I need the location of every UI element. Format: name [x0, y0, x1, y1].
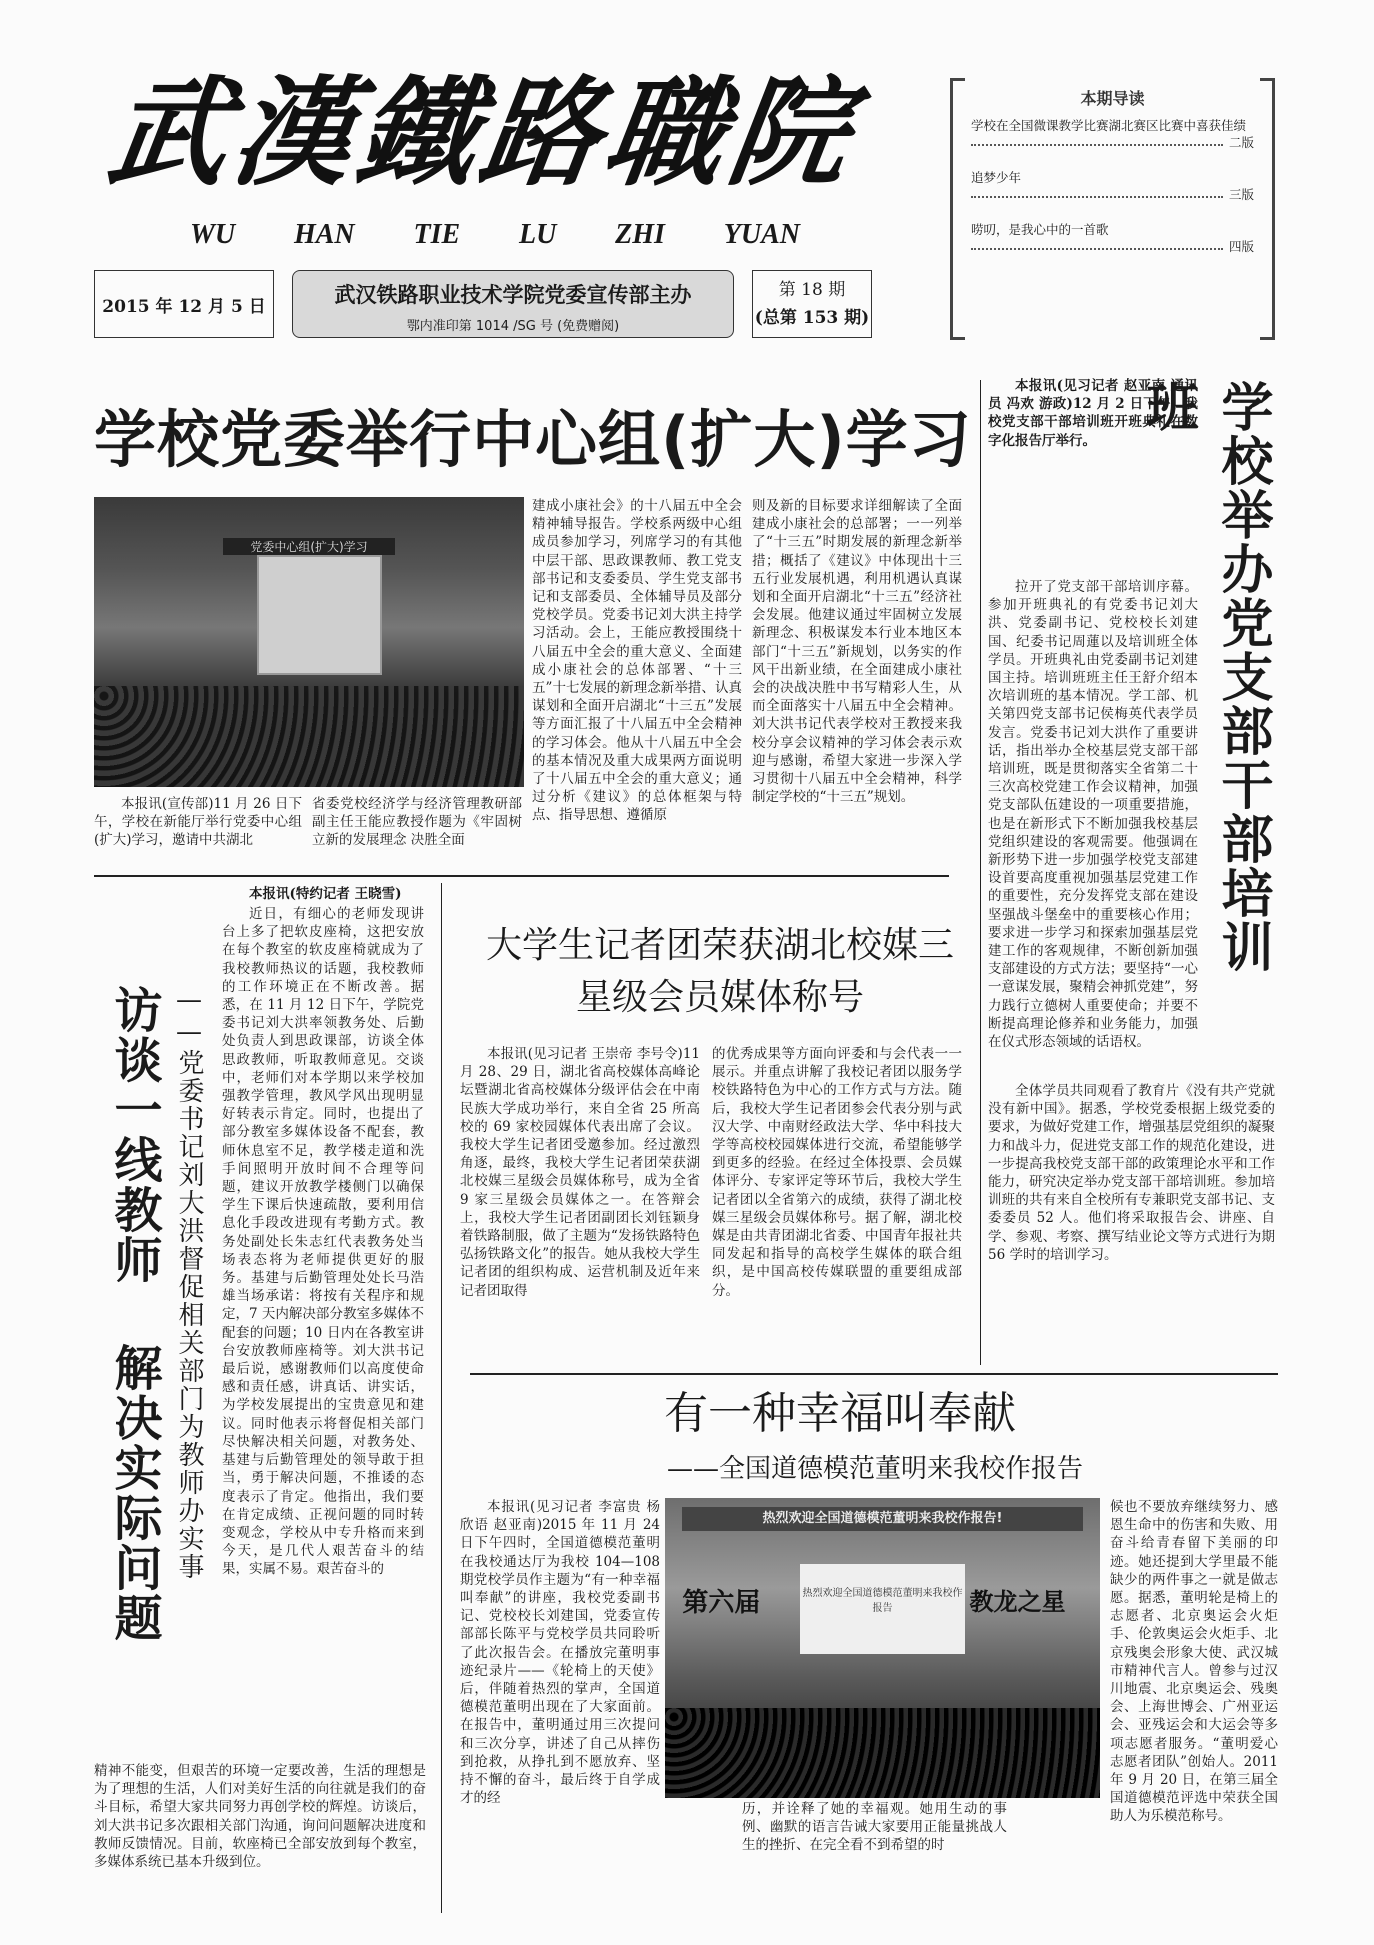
article-subhead: ——党委书记刘大洪督促相关部门为教师办实事: [174, 985, 204, 1581]
toc-title: 本期导读: [1080, 89, 1145, 108]
publisher-box: [292, 270, 734, 338]
license-number: 鄂内准印第 1014 /SG 号 (免费赠阅): [406, 319, 620, 334]
column-divider: [980, 380, 981, 1365]
article-column: 省委党校经济学与经济管理教研部副主任王能应教授作题为《牢固树立新的发展理念 决胜全面: [312, 796, 522, 849]
photo-sign-left: 第六届: [682, 1588, 761, 1618]
photo-party-study: [94, 497, 524, 787]
article-column: 历，并诠释了她的幸福观。她用生动的事例、幽默的语言告诫大家要用正能量挑战人生的挫折、在完全看不到希望的时: [742, 1801, 1007, 1854]
toc-item[interactable]: [971, 221, 1254, 255]
article-body: 精神不能变，但艰苦的环境一定要改善，生活的理想是为了理想的生活，人们对美好生活的向往就是我们的奋斗目标，希望大家共同努力再创学校的辉煌。访谈后，刘大洪书记多次跟相关部门沟通，询问问题解决进度和教师反馈情况。目前，软座椅已全部安放到每个教室，多媒体系统已基本升级到位。: [94, 1763, 426, 1871]
pinyin-syllable: LU: [518, 219, 557, 250]
toc-item-page: 二版: [1228, 135, 1254, 150]
toc-item-page: 四版: [1228, 239, 1254, 254]
pinyin-syllable: HAN: [293, 219, 355, 250]
issue-date: 2015 年 12 月 5 日: [94, 270, 274, 338]
pinyin-syllable: WU: [190, 219, 236, 250]
masthead-title: 武漢鐵路職院: [100, 63, 864, 202]
toc-item-text: 唠叨，是我心中的一首歌: [971, 222, 1109, 237]
issue-number: 第 18 期: [778, 280, 846, 300]
photo-banner: 热烈欢迎全国道德模范董明来我校作报告!: [682, 1507, 1082, 1531]
article-column: 则及新的目标要求详细解读了全面建成小康社会的总部署；一一列举了“十三五”时期发展的新理念新举措；概括了《建议》中体现出十三五行业发展机遇，利用机遇认真谋划和全面开启湖北“十三五”经济社会发展。他建议通过牢固树立发展新理念、积极谋发本行业本地区本部门“十三五”新规划，以务实的作风干出新业绩，在全面建成小康社会的决战决胜中书写精彩人生，从而全面落实十八届五中全会精神。刘大洪书记代表学校对王教授来我校分享会议精神的学习体会表示欢迎与感谢，希望大家进一步深入学习贯彻十八届五中全会精神，科学制定学校的“十三五”规划。: [752, 498, 962, 806]
toc-item-page: 三版: [1228, 187, 1254, 202]
article-column: 本报讯(宣传部)11 月 26 日下午，学校在新能厅举行党委中心组(扩大)学习，邀请中共湖北: [94, 796, 302, 849]
photo-sign-right: 教龙之星: [969, 1588, 1066, 1616]
article-headline-party-study: 学校党委举行中心组(扩大)学习: [94, 403, 972, 476]
article-body: 近日，有细心的老师发现讲台上多了把软皮座椅，这把安放在每个教室的软皮座椅就成为了我校教师热议的话题，我校教师的工作环境正在不断改善。据悉，在 11 月 12 日下午，学院党委书记刘大洪率领教务处、后勤处负责人到思政课部，访谈全体思政教师，听取教师意见。交谈中，老师们对本学期以来学校加强教学管理，教风学风出现明显好转表示肯定。同时，也提出了部分教室多媒体设备不配套，教师休息室不足，教学楼走道和洗手间照明开放时间不合理等问题，建议开放教学楼侧门以确保学生下课后快速疏散，要利用信息化手段改进现有考勤方式。教务处副处长朱志红代表教务处当场表态将为老师提供更好的服务。基建与后勤管理处处长马浩雄当场承诺：将按有关程序和规定，7 天内解决部分教室多媒体不配套的问题；10 日内在各教室讲台安放教师座椅等。刘大洪书记最后说，感谢教师们以高度使命感和责任感，讲真话、讲实话，为学校发展提出的宝贵意见和建议。同时他表示将督促相关部门尽快解决相关问题，对教务处、基建与后勤管理处的领导敢于担当，勇于解决问题，不推诿的态度表示了肯定。他指出，我们要在肯定成绩、正视问题的同时转变观念，学校从中专升格而来到今天，是几代人艰苦奋斗的结果，实属不易。艰苦奋斗的: [222, 906, 424, 1578]
article-subhead: ——全国道德模范董明来我校作报告: [666, 1454, 1083, 1484]
table-of-contents: [950, 78, 1275, 340]
issue-number-box: [752, 270, 872, 338]
article-headline-interview: 访谈一线教师 解决实际问题: [106, 985, 162, 1643]
article-byline: 本报讯(特约记者 王晓雪): [249, 886, 402, 902]
article-column: 本报讯(见习记者 王崇帝 李号令)11 月 28、29 日，湖北省高校媒体高峰论坛暨湖北省高校媒体分级评估会在中南民族大学成功举行，来自全省 25 所高校的 69 家校园媒体代表出席了会议。我校大学生记者团受邀参加。经过激烈角逐，最终，我校大学生记者团荣获湖北校媒三星级会员媒体称号，成为全省 9 家三星级会员媒体之一。在答辩会上，我校大学生记者团副团长刘钰颖身着铁路制服，做了主题为“发扬铁路特色 弘扬铁路文化”的报告。她从我校大学生记者团的组织构成、运营机制及近年来记者团取得: [460, 1046, 700, 1299]
toc-item[interactable]: [971, 117, 1254, 151]
masthead-pinyin: [190, 215, 800, 255]
photo-banner: 党委中心组(扩大)学习: [223, 538, 395, 555]
article-column: 的优秀成果等方面向评委和与会代表一一展示。并重点讲解了我校记者团以服务学校铁路特色为中心的工作方式与方法。随后，我校大学生记者团参会代表分别与武汉大学、中南财经政法大学、华中科技大学等高校校园媒体进行交流，希望能够学到更多的经验。在经过全体投票、会员媒体评分、专家评定等环节后，我校大学生记者团以全省第六的成绩，获得了湖北校媒三星级会员媒体称号。据了解，湖北校媒是由共青团湖北省委、中国青年报社共同发起和指导的高校学生媒体的联合组织，是中国高校传媒联盟的重要组成部分。: [712, 1046, 962, 1299]
column-divider: [441, 883, 442, 1913]
toc-item[interactable]: [971, 169, 1254, 203]
issue-total: (总第 153 期): [754, 308, 870, 328]
article-body: 拉开了党支部干部培训序幕。参加开班典礼的有党委书记刘大洪、党委副书记、党校校长刘建国、纪委书记周蓮以及培训班全体学员。开班典礼由党委副书记刘建国主持。培训班班主任王舒介绍本次培训班的基本情况。学工部、机关第四党支部书记侯梅英代表学员发言。党委书记刘大洪作了重要讲话，指出举办全校基层党支部干部培训班，既是贯彻落实全省第二十三次高校党建工作会议精神，加强党支部队伍建设的一项重要措施，也是在新形式下不断加强我校基层党组织建设的客观需要。他强调在新形势下进一步加强学校党支部建设首要高度重视加强基层党建工作的重要性，充分发挥党支部在建设坚强战斗堡垒中的重要核心作用；要求进一步学习和探索加强基层党建工作的客观规律，不断创新加强支部建设的方式方法；要坚持“一心一意谋发展，聚精会神抓党建”，努力践行立德树人重要使命；并要不断提高理论修养和业务能力，加强在仪式形态领域的话语权。: [988, 579, 1198, 1051]
article-column: 建成小康社会》的十八届五中全会精神辅导报告。学校系两级中心组成员参加学习，列席学习的有其他中层干部、思政课教师、教工党支部书记和支委委员、学生党支部书记和支部委员、全体辅导员及部分党校学员。党委书记刘大洪主持学习活动。会上，王能应教授围绕十八届五中全会的重大意义、全面建成小康社会的总体部署、“十三五”十七发展的新理念新举措、认真谋划和全面开启湖北“十三五”发展等方面汇报了十八届五中全会精神的学习体会。他从十八届五中全会的基本情况及重大成果两方面说明了十八届五中全会的重大意义；通过分析《建议》的总体框架与特点、指导思想、遵循原: [532, 498, 742, 824]
pinyin-syllable: TIE: [413, 219, 461, 250]
pinyin-syllable: YUAN: [723, 219, 800, 250]
article-headline-media-award: 大学生记者团荣获湖北校媒三星级会员媒体称号: [485, 925, 954, 1018]
article-headline-training: 学校举办党支部干部培训班: [1137, 380, 1272, 974]
photo-screen: 热烈欢迎全国道德模范董明来我校作报告: [800, 1564, 965, 1654]
toc-item-text: 学校在全国微课教学比赛湖北赛区比赛中喜获佳绩: [971, 118, 1247, 133]
article-body: 全体学员共同观看了教育片《没有共产党就没有新中国》。据悉，学校党委根据上级党委的要求，为做好党建工作，增强基层党组织的凝聚力和战斗力，促进党支部工作的规范化建设，进一步提高我校党支部干部的政策理论水平和工作能力，研究决定举办党支部干部培训班。参加培训班的共有来自全校所有专兼职党支部书记、支委委员 52 人。他们将采取报告会、讲座、自学、参观、考察、撰写结业论文等方式进行为期 56 学时的培训学习。: [988, 1083, 1275, 1263]
article-byline: 本报讯(见习记者 赵亚南 通讯员 冯欢 游政)12 月 2 日下午，我校党支部干部培训班开班典礼在数字化报告厅举行。: [988, 378, 1198, 449]
article-headline-dedication: 有一种幸福叫奉献: [664, 1388, 1016, 1439]
photo-dedication-report: [665, 1498, 1100, 1798]
pinyin-syllable: ZHI: [615, 219, 665, 250]
article-column: 本报讯(见习记者 李富贵 杨欣语 赵亚南)2015 年 11 月 24 日下午四时，全国道德模范董明在我校通达厅为我校 104—108 期党校学员作主题为“有一种幸福叫奉献”的讲座，我校党委副书记、党校校长刘建国，党委宣传部部长陈平与党校学员共同聆听了此次报告会。在播放完董明事迹纪录片——《轮椅上的天使》后，伴随着热烈的掌声，全国道德模范董明出现在了大家面前。在报告中，董明通过用三次提问和三次分享，讲述了自己从摔伤到抢救，从挣扎到不愿放弃、坚持不懈的奋斗，最后终于自学成才的经: [460, 1499, 660, 1807]
section-divider: [94, 875, 949, 877]
section-divider: [470, 1373, 1278, 1375]
article-column: 候也不要放弃继续努力、感恩生命中的伤害和失败、用奋斗给青春留下美丽的印迹。她还提到大学里最不能缺少的两件事之一就是做志愿。据悉，董明轮是椅上的志愿者、北京奥运会火炬手、伦敦奥运会火炬手、北京残奥会形象大使、武汉城市精神代言人。曾参与过汉川地震、北京奥运会、残奥会、上海世博会、广州亚运会、亚残运会和大运会等多项志愿者服务。“董明爱心志愿者团队”创始人。2011 年 9 月 20 日，在第三届全国道德模范评选中荣获全国助人为乐模范称号。: [1110, 1499, 1278, 1825]
toc-item-text: 追梦少年: [971, 170, 1022, 185]
publisher-name: 武汉铁路职业技术学院党委宣传部主办: [334, 283, 692, 307]
